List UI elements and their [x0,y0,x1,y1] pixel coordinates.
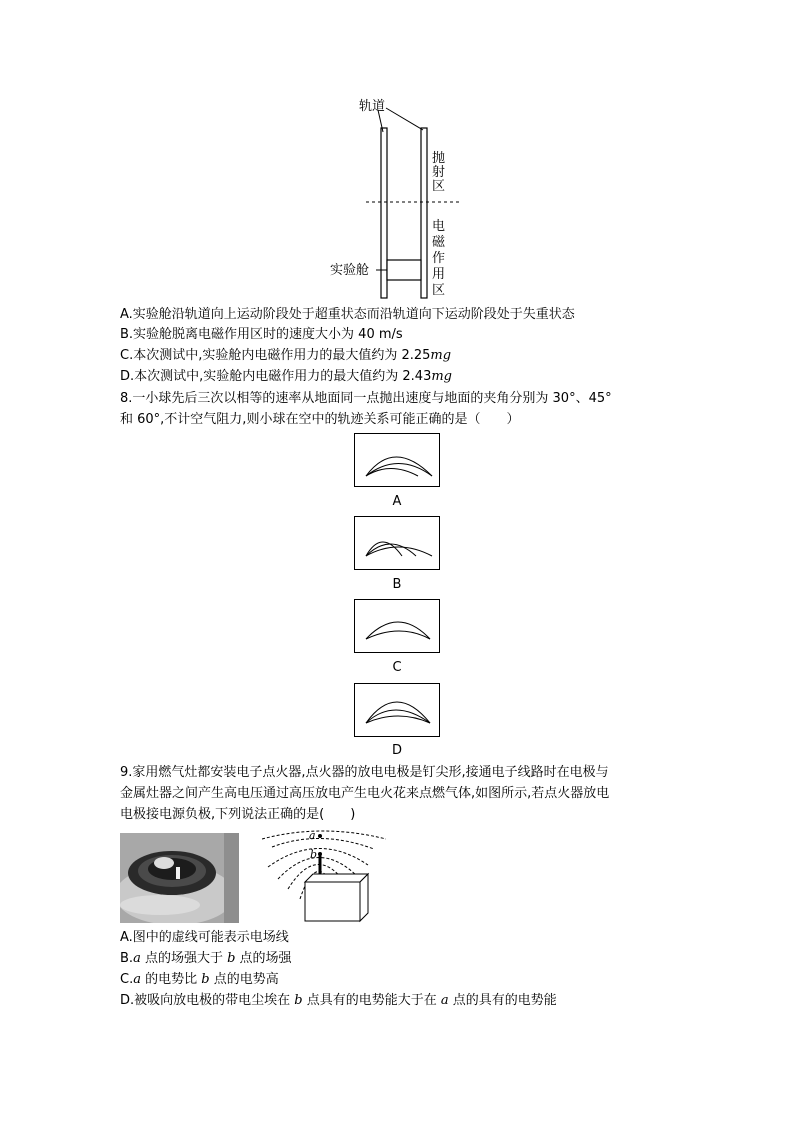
q7-option-b: B.实验舱脱离电磁作用区时的速度大小为 40 m/s [120,327,403,342]
em-zone-char-3: 作 [432,251,446,266]
q9-b-suffix: 点的场强 [235,951,292,966]
q7-option-d [120,367,452,387]
experiment-cabin [387,260,421,280]
cabin-label: 实验舱 [330,263,370,278]
point-a-label: a [309,829,316,842]
q9-c-mid: 的电势比 [140,972,202,987]
gas-stove-image [120,833,239,923]
q9-d-suffix: 点的具有的电势能 [448,993,557,1008]
q8-label-c: C [392,660,402,675]
field-line-diagram [262,827,386,925]
em-zone-char-1: 电 [432,219,446,234]
q8-label-b: B [392,577,402,592]
gas-stove-photo [120,833,239,923]
q9-c-point-a: a [133,972,141,987]
q7-option-c [120,346,451,366]
stove-box [305,882,360,921]
q7-option-c-text: C.本次测试中,实验舱内电磁作用力的最大值约为 2.25 [120,348,431,363]
q7-option-c-unit: mg [430,348,452,363]
q9-c-point-b: b [201,972,210,987]
q9-option-b [120,949,292,969]
q9-b-mid: 点的场强大于 [140,951,228,966]
q8-figure-a [354,433,440,487]
q8-stem-line2: 和 60°,不计空气阻力,则小球在空中的轨迹关系可能正确的是（ ） [120,412,520,427]
em-zone-char-5: 区 [432,283,446,298]
track-diagram [330,90,470,305]
q9-d-prefix: D.被吸向放电极的带电尘埃在 [120,993,295,1008]
q7-option-d-unit: mg [431,369,453,384]
q9-d-point-a: a [440,993,449,1008]
q9-stem-line1: 9.家用燃气灶都安装电子点火器,点火器的放电电极是钉尖形,接通电子线路时在电极与 [120,765,609,780]
q9-stem-line2: 金属灶器之间产生高电压通过高压放电产生电火花来点燃气体,如图所示,若点火器放电 [120,786,610,801]
q8-figure-b [354,516,440,570]
q8-stem-line1: 8.一小球先后三次以相等的速率从地面同一点抛出速度与地面的夹角分别为 30°、45° [120,391,612,406]
em-zone-char-2: 磁 [432,235,446,250]
left-rail [381,128,387,298]
track-pointer-right [386,108,423,130]
q9-c-suffix: 点的电势高 [209,972,279,987]
right-rail [421,128,427,298]
q9-stem-line3: 电极接电源负极,下列说法正确的是( ) [120,807,356,822]
q9-b-prefix: B. [120,951,134,966]
q9-option-d [120,991,557,1011]
track-label: 轨道 [359,99,386,114]
q9-option-a: A.图中的虚线可能表示电场线 [120,930,289,945]
q9-c-prefix: C. [120,972,134,987]
q9-b-point-a: a [133,951,141,966]
q8-label-d: D [391,743,402,758]
q8-label-a: A [392,494,402,509]
q7-option-a: A.实验舱沿轨道向上运动阶段处于超重状态而沿轨道向下运动阶段处于失重状态 [120,307,575,322]
q8-figure-d [354,683,440,737]
point-b-dot [318,852,322,856]
throw-zone-char-3: 区 [432,179,446,194]
q9-d-mid: 点具有的电势能大于在 [302,993,441,1008]
point-b-label: b [310,848,318,861]
q9-b-point-b: b [227,951,236,966]
throw-zone-char-1: 抛 [432,151,446,166]
q9-d-point-b: b [294,993,303,1008]
throw-zone-char-2: 射 [432,165,446,180]
q7-option-d-text: D.本次测试中,实验舱内电磁作用力的最大值约为 2.43 [120,369,432,384]
point-a-dot [318,834,322,838]
q9-option-c [120,970,279,990]
q8-figure-c [354,599,440,653]
em-zone-char-4: 用 [432,267,446,282]
